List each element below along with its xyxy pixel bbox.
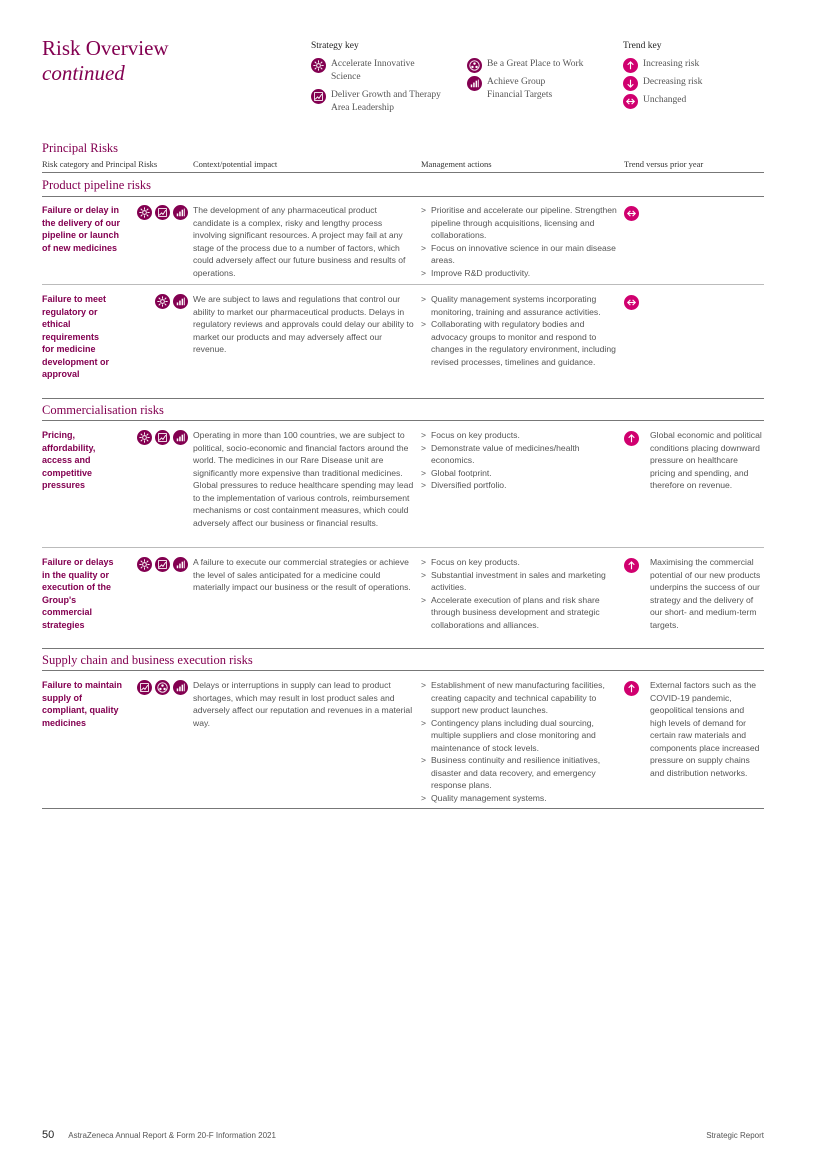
arrow-up-icon — [623, 58, 638, 73]
trend-key-item — [623, 58, 733, 73]
page-title: Risk Overview — [42, 36, 169, 60]
section-title-product-pipeline: Product pipeline risks — [42, 178, 152, 192]
financial-targets-icon — [467, 76, 482, 91]
management-action: > Global footprint. — [421, 467, 617, 480]
management-action: > Demonstrate value of medicines/health economics. — [421, 442, 617, 467]
arrow-down-icon — [623, 76, 638, 91]
trend-commentary: Global economic and political conditions placing downward pressure on healthcare pricing and spending, and therefore on revenue. — [650, 430, 762, 490]
risk-context: The development of any pharmaceutical product candidate is a complex, risky and lengthy process involving significant resources. A project may fail at any stage of the process due to a number of factors, which could adversely affect our future business and results of operations. — [193, 205, 406, 278]
risk-name: Failure to meet regulatory or ethical requirements for medicine development or approval — [42, 294, 110, 379]
divider — [42, 172, 764, 173]
great-place-icon — [467, 58, 482, 73]
trend-commentary: External factors such as the COVID-19 pandemic, geopolitical tensions and high levels of demand for certain raw materials and components place increased pressure on supply chains and distribution networks. — [650, 680, 760, 778]
page-title-block — [42, 36, 169, 86]
principal-risks-heading: Principal Risks — [42, 141, 119, 155]
trend-key-item — [623, 94, 733, 109]
strategy-key-label: Accelerate Innovative Science — [331, 59, 415, 82]
column-header-context: Context/potential impact — [193, 159, 278, 169]
strategy-key-item — [311, 89, 451, 114]
financial-targets-icon — [173, 430, 188, 445]
risk-context: Operating in more than 100 countries, we are subject to political, socio-economic and financial factors around the world. The medicines in our Rare Disease unit are significantly more expensive than traditional medicines. Global pressures to reduce healthcare spending may lead to the implementation of various controls, reimbursement mechanisms or cost containment measures, which could adversely affect our business or financial results. — [193, 430, 414, 528]
strategy-key-label: Deliver Growth and Therapy Area Leadership — [331, 90, 441, 113]
management-actions — [421, 679, 617, 804]
divider — [42, 420, 764, 421]
management-action: > Diversified portfolio. — [421, 479, 617, 492]
trend-key-label: Unchanged — [643, 95, 687, 105]
trend-key-item — [623, 76, 733, 91]
risk-context: Delays or interruptions in supply can lead to product shortages, which may result in lost product sales and adversely affect our reputation and revenues in a material way. — [193, 680, 413, 728]
arrow-left-right-icon — [623, 94, 638, 109]
innovative-science-icon — [137, 205, 152, 220]
page-subtitle: continued — [42, 61, 125, 85]
management-action: > Business continuity and resilience initiatives, disaster and data recovery, and emergency response plans. — [421, 754, 617, 792]
risk-strategy-icons — [137, 557, 188, 572]
management-action: > Prioritise and accelerate our pipeline. Strengthen pipeline through acquisitions, licensing and collaborations. — [421, 204, 617, 242]
risk-name: Pricing, affordability, access and competitive pressures — [42, 430, 96, 490]
innovative-science-icon — [137, 430, 152, 445]
divider — [42, 284, 764, 285]
section-title-commercialisation: Commercialisation risks — [42, 403, 164, 417]
divider — [42, 808, 764, 809]
management-action: > Quality management systems. — [421, 792, 617, 805]
management-action: > Accelerate execution of plans and risk share through business development and strategic collaborations and alliances. — [421, 594, 617, 632]
great-place-icon — [155, 680, 170, 695]
strategy-key-label: Be a Great Place to Work — [487, 59, 584, 69]
strategy-key-label: Achieve Group Financial Targets — [487, 77, 553, 100]
arrow-left-right-icon — [624, 206, 639, 221]
arrow-up-icon — [624, 558, 639, 573]
risk-name: Failure or delay in the delivery of our pipeline or launch of new medicines — [42, 205, 121, 253]
management-actions — [421, 429, 617, 492]
trend-key-label: Increasing risk — [643, 59, 700, 69]
trend-key-label: Decreasing risk — [643, 77, 703, 87]
risk-strategy-icons — [155, 294, 188, 309]
growth-icon — [155, 430, 170, 445]
management-action: > Focus on key products. — [421, 556, 617, 569]
innovative-science-icon — [155, 294, 170, 309]
column-header-trend: Trend versus prior year — [624, 159, 704, 169]
column-header-actions: Management actions — [421, 159, 492, 169]
strategy-key-item — [311, 58, 431, 83]
risk-strategy-icons — [137, 680, 188, 695]
strategy-key-heading: Strategy key — [311, 41, 359, 51]
growth-icon — [311, 89, 326, 104]
column-header-risk: Risk category and Principal Risks — [42, 159, 158, 169]
arrow-left-right-icon — [624, 295, 639, 310]
financial-targets-icon — [173, 557, 188, 572]
footer-left — [42, 1129, 276, 1141]
management-actions — [421, 556, 617, 631]
innovative-science-icon — [311, 58, 326, 73]
financial-targets-icon — [173, 680, 188, 695]
risk-name: Failure or delays in the quality or execution of the Group's commercial strategies — [42, 557, 114, 630]
financial-targets-icon — [173, 205, 188, 220]
growth-icon — [155, 205, 170, 220]
arrow-up-icon — [624, 431, 639, 446]
footer-section-name: Strategic Report — [706, 1131, 764, 1140]
management-action: > Establishment of new manufacturing facilities, creating capacity and technical capability to support new product launches. — [421, 679, 617, 717]
trend-commentary: Maximising the commercial potential of our new products underpins the success of our strategy and the delivery of our short- and medium-term targets. — [650, 557, 761, 630]
arrow-up-icon — [624, 681, 639, 696]
risk-context: We are subject to laws and regulations that control our ability to market our pharmaceutical products. Delays in regulatory reviews and approvals could delay our ability to market our products and may adversely affect our revenue. — [193, 294, 414, 354]
innovative-science-icon — [137, 557, 152, 572]
management-action: > Focus on key products. — [421, 429, 617, 442]
publication-title: AstraZeneca Annual Report & Form 20-F Information 2021 — [68, 1131, 276, 1140]
financial-targets-icon — [173, 294, 188, 309]
risk-strategy-icons — [137, 430, 188, 445]
risk-strategy-icons — [137, 205, 188, 220]
management-action: > Substantial investment in sales and marketing activities. — [421, 569, 617, 594]
management-action: > Contingency plans including dual sourcing, multiple suppliers and close monitoring and maintenance of stock levels. — [421, 717, 617, 755]
divider — [42, 398, 764, 399]
strategy-key-item — [467, 58, 607, 73]
management-actions — [421, 204, 617, 279]
management-actions — [421, 293, 617, 368]
strategy-key-item — [467, 76, 582, 101]
growth-icon — [137, 680, 152, 695]
risk-name: Failure to maintain supply of compliant, quality medicines — [42, 680, 123, 728]
section-title-supply-chain: Supply chain and business execution risks — [42, 653, 253, 667]
divider — [42, 670, 764, 671]
management-action: > Focus on innovative science in our main disease areas. — [421, 242, 617, 267]
growth-icon — [155, 557, 170, 572]
management-action: > Improve R&D productivity. — [421, 267, 617, 280]
page-number: 50 — [42, 1129, 55, 1141]
management-action: > Collaborating with regulatory bodies and advocacy groups to monitor and respond to changes in the regulatory environment, including revised processes, timelines and guidance. — [421, 318, 617, 368]
divider — [42, 547, 764, 548]
trend-key-heading: Trend key — [623, 41, 662, 51]
management-action: > Quality management systems incorporating monitoring, training and assurance activities. — [421, 293, 617, 318]
divider — [42, 196, 764, 197]
risk-context: A failure to execute our commercial strategies or achieve the level of sales anticipated for a medicine could materially impact our business or the result of operations. — [193, 557, 411, 592]
divider — [42, 648, 764, 649]
